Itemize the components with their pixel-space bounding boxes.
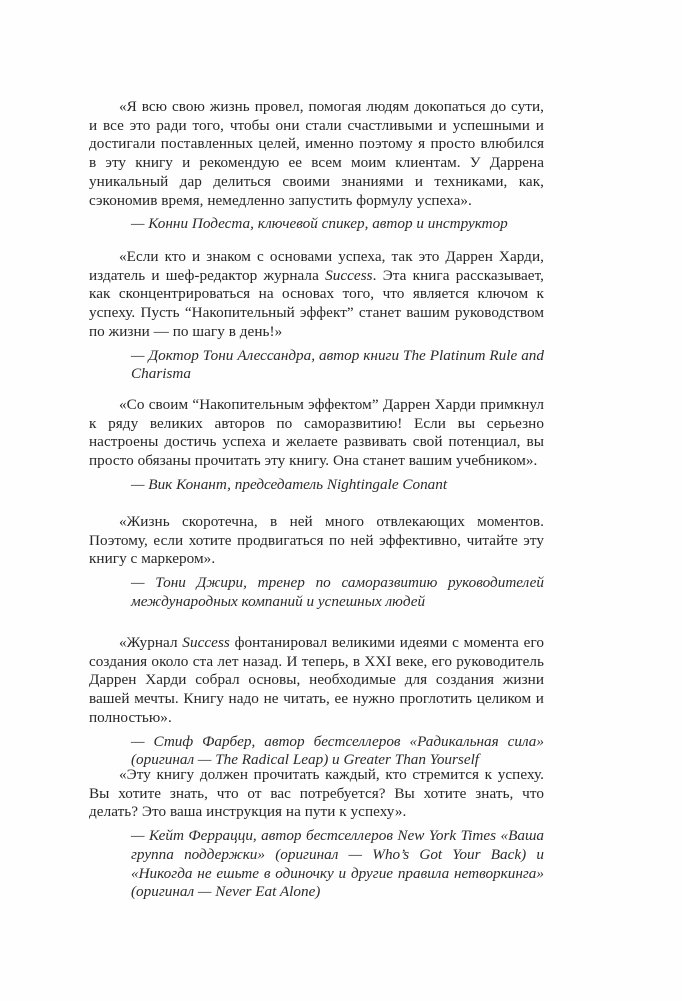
quote-attribution: — Доктор Тони Алессандра, автор книги The Platinum Rule and Charisma xyxy=(131,346,544,383)
testimonial-6 xyxy=(89,766,544,902)
quote-text: «Со своим “Накопительным эффектом” Даррен Харди примкнул к ряду великих авторов по саморазвитию! Если вы серьезно настроены достичь успеха и желаете развивать свой потенциал, вы просто обязаны прочитать эту книгу. Она станет вашим учебником». xyxy=(89,396,544,470)
quote-attribution: — Конни Подеста, ключевой спикер, автор и инструктор xyxy=(131,215,508,233)
quote-text-part: фонтанировал великими идеями с момента его создания около ста лет назад. И теперь, в XXI веке, его руководитель Даррен Харди собрал основы, необходимые для создания жизни вашей мечты. Книгу надо не читать, ее нужно проглотить целиком и полностью». xyxy=(89,634,544,726)
quote-attribution: — Стиф Фарбер, автор бестселлеров «Радикальная сила» (оригинал — The Radical Leap) и Greater Than Yourself xyxy=(131,732,544,769)
quote-text: «Жизнь скоротечна, в ней много отвлекающих моментов. Поэтому, если хотите продвигаться по ней эффективно, читайте эту книгу с маркером». xyxy=(89,513,544,568)
testimonial-5 xyxy=(89,634,544,770)
testimonial-3 xyxy=(89,396,544,495)
quote-attribution: — Кейт Феррацци, автор бестселлеров New York Times «Ваша группа поддержки» (оригинал — Who’s Got Your Back) и «Никогда не ешьте в одиночку и другие правила нетворкинга» (оригинал — Never Eat Alone) xyxy=(131,827,544,901)
quote-text-part: «Журнал xyxy=(119,634,183,651)
quote-attribution: — Вик Конант, председатель Nightingale Conant xyxy=(131,475,448,493)
testimonial-4 xyxy=(89,513,544,612)
quote-text-part: . Эта книга рассказывает, как сконцентрироваться на основах того, что является ключом к успеху. Пусть “Накопительный эффект” станет вашим руководством по жизни — по шагу в день!» xyxy=(89,266,544,340)
magazine-title: Success xyxy=(325,266,373,284)
testimonial-1 xyxy=(89,98,544,234)
testimonial-2 xyxy=(89,248,544,384)
quote-text xyxy=(89,634,544,728)
quote-attribution: — Тони Джири, тренер по саморазвитию руководителей международных компаний и успешных людей xyxy=(131,574,544,610)
quote-text-part: «Если кто и знаком с основами успеха, так это Даррен Харди, издатель и шеф-редактор журнала xyxy=(89,248,544,284)
magazine-title: Success xyxy=(182,634,230,651)
quote-text: «Я всю свою жизнь провел, помогая людям докопаться до сути, и все это ради того, чтобы они стали счастливыми и успешными и достигали поставленных целей, именно поэтому я просто влюбился в эту книгу и рекомендую ее всем моим клиентам. У Даррена уникальный дар делиться своими знаниями и техниками, как, сэкономив время, немедленно запустить формулу успеха». xyxy=(89,98,544,209)
quote-text xyxy=(89,248,544,342)
quote-text: «Эту книгу должен прочитать каждый, кто стремится к успеху. Вы хотите знать, что от вас потребуется? Вы хотите знать, что делать? Это ваша инструкция на пути к успеху». xyxy=(89,766,544,821)
